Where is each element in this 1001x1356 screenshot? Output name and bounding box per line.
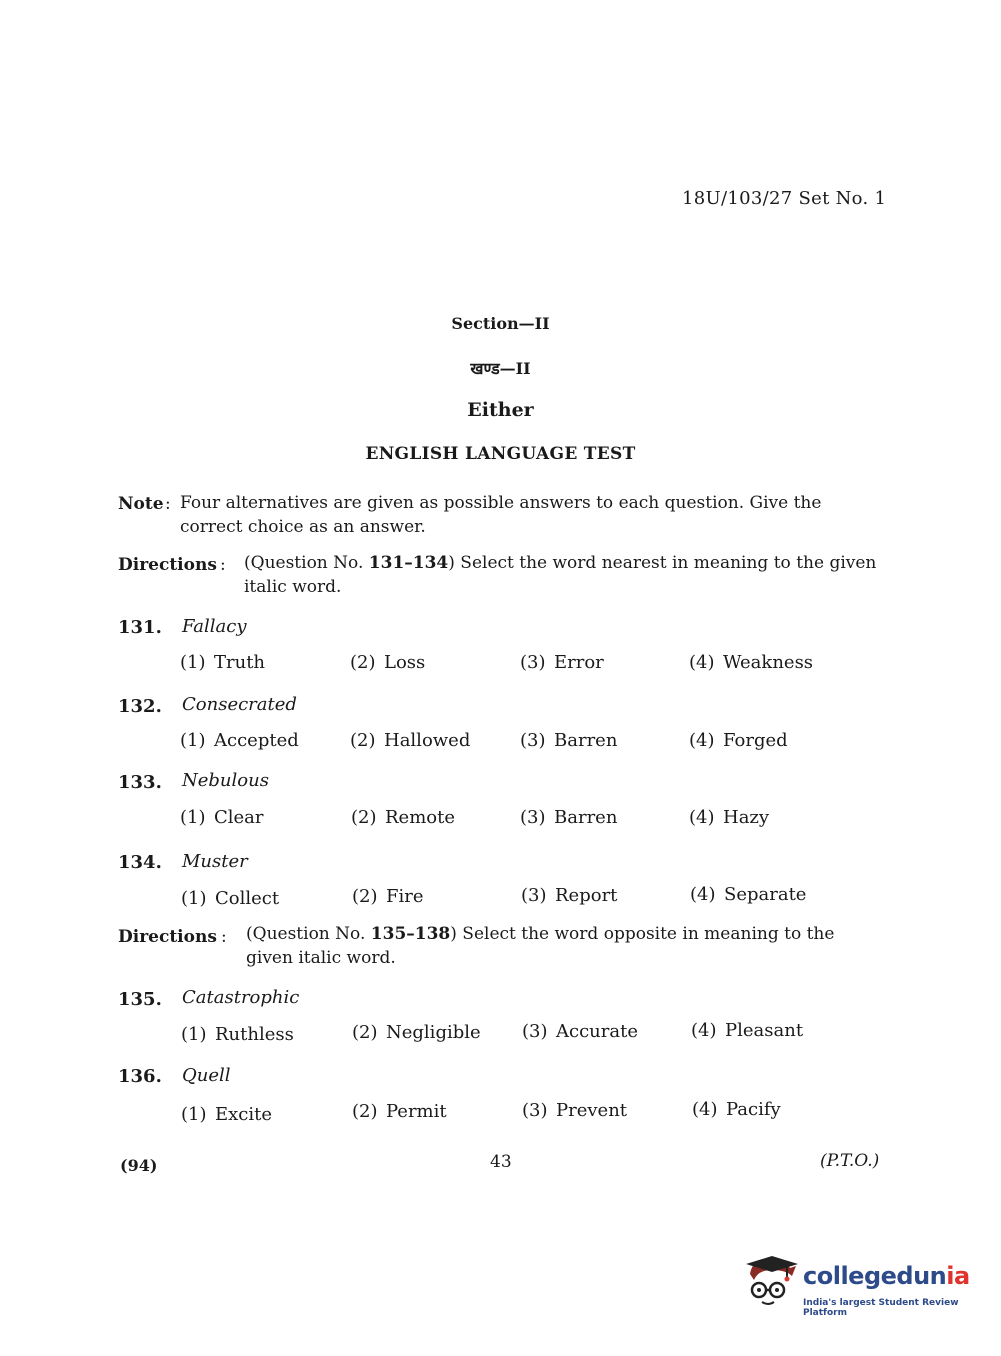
question-word: Quell: [182, 1065, 231, 1086]
test-name: ENGLISH LANGUAGE TEST: [365, 444, 636, 464]
question-number: 136.: [118, 1066, 162, 1087]
set-number: 18U/103/27 Set No. 1: [682, 188, 887, 209]
option: (4) Pacify: [692, 1099, 781, 1120]
option: (3) Report: [521, 885, 618, 906]
option: (3) Barren: [520, 807, 618, 828]
option: (4) Pleasant: [691, 1020, 804, 1041]
directions-colon: :: [220, 555, 226, 575]
question-number: 135.: [118, 989, 162, 1010]
directions-text: (Question No. 135–138) Select the word opposite in meaning to the given italic word.: [246, 924, 835, 968]
note-label: Note: [118, 494, 164, 514]
option: (3) Accurate: [522, 1021, 638, 1042]
directions-label: Directions: [118, 927, 217, 947]
option: (2) Hallowed: [350, 730, 471, 751]
option: (2) Loss: [350, 652, 426, 673]
option: (4) Forged: [689, 730, 788, 751]
note-colon: :: [165, 494, 171, 514]
option: (2) Negligible: [352, 1022, 481, 1043]
option: (2) Permit: [352, 1101, 447, 1122]
question-word: Catastrophic: [182, 987, 300, 1008]
paper-code: (94): [120, 1156, 158, 1175]
question-number: 131.: [118, 617, 162, 638]
section-hindi-title: खण्ड—II: [470, 359, 531, 378]
note-text: Four alternatives are given as possible answers to each question. Give the correct choice as an answer.: [180, 493, 822, 537]
collegedunia-tagline: India's largest Student Review Platform: [803, 1298, 959, 1318]
option: (2) Fire: [352, 886, 424, 907]
question-word: Consecrated: [182, 694, 297, 715]
option: (1) Clear: [180, 807, 264, 828]
option: (4) Hazy: [689, 807, 770, 828]
question-number: 134.: [118, 852, 162, 873]
question-word: Muster: [182, 851, 248, 872]
collegedunia-logo-text: collegedunia: [803, 1262, 970, 1290]
question-number: 133.: [118, 772, 162, 793]
directions-text: (Question No. 131–134) Select the word nearest in meaning to the given italic word.: [244, 553, 877, 597]
page-number: 43: [490, 1152, 512, 1172]
option: (1) Collect: [181, 888, 280, 909]
collegedunia-mascot-icon: [742, 1252, 800, 1310]
option: (1) Excite: [181, 1104, 273, 1125]
question-number: 132.: [118, 696, 162, 717]
option: (3) Prevent: [522, 1100, 628, 1121]
option: (4) Weakness: [689, 652, 814, 673]
option: (2) Remote: [351, 807, 455, 828]
question-word: Nebulous: [182, 770, 269, 791]
option: (1) Ruthless: [181, 1024, 294, 1045]
option: (1) Accepted: [180, 730, 299, 751]
directions-label: Directions: [118, 555, 217, 575]
either-heading: Either: [467, 399, 534, 421]
option: (4) Separate: [690, 884, 807, 905]
option: (1) Truth: [180, 652, 266, 673]
option: (3) Error: [520, 652, 604, 673]
section-title: Section—II: [451, 314, 550, 333]
directions-colon: :: [221, 927, 227, 947]
question-word: Fallacy: [182, 616, 247, 637]
option: (3) Barren: [520, 730, 618, 751]
pto-label: (P.T.O.): [820, 1151, 880, 1171]
